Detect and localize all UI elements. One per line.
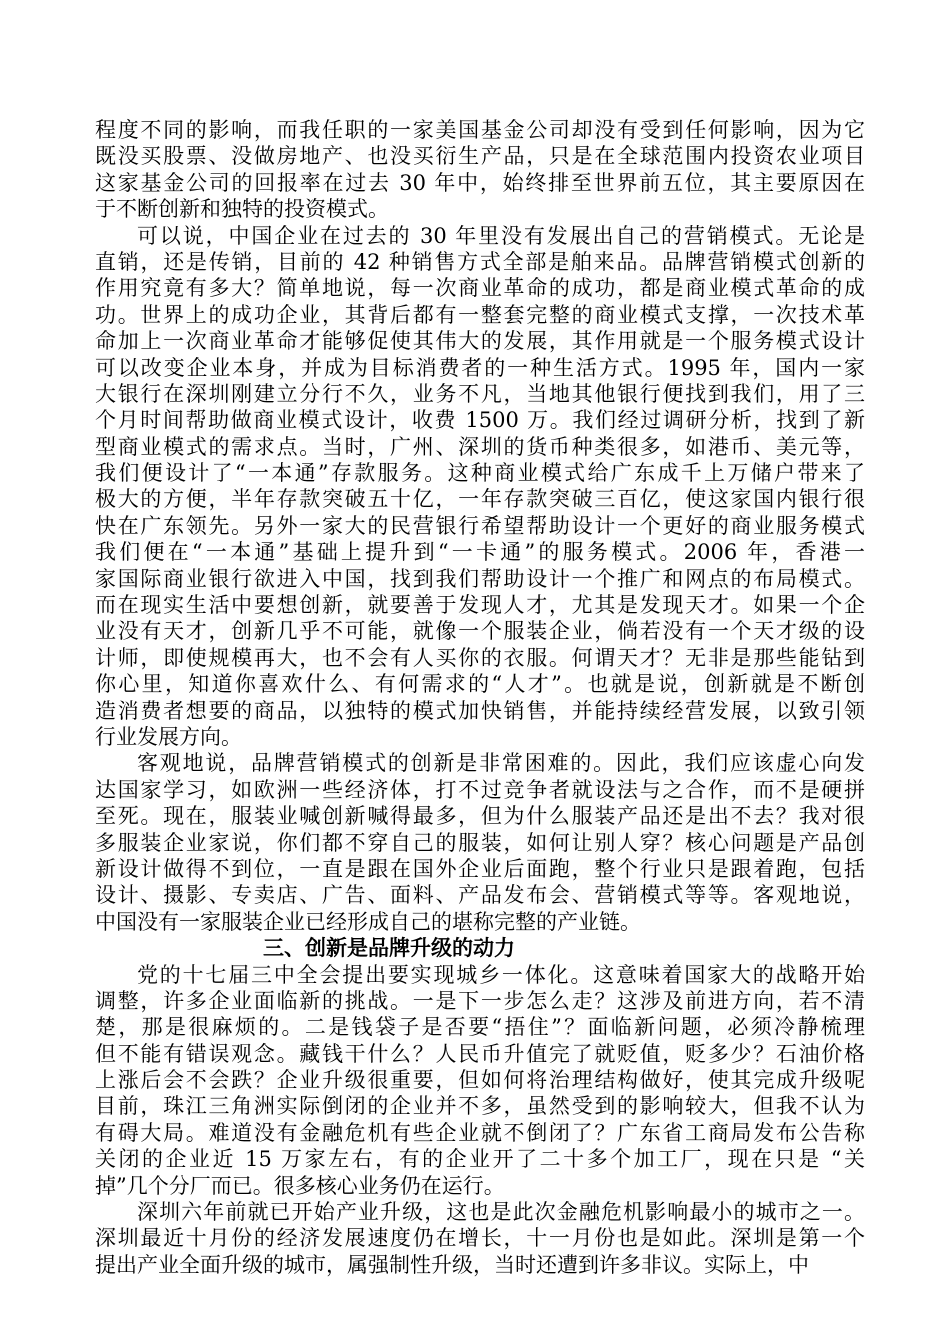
text-line: 掉”几个分厂而已。很多核心业务仍在运行。 xyxy=(95,1173,505,1198)
text-line: 型商业模式的需求点。当时，广州、深圳的货币种类很多，如港币、美元等， xyxy=(95,434,865,459)
text-line: 直销，还是传销，目前的 42 种销售方式全部是舶来品。品牌营销模式创新的 xyxy=(95,249,865,274)
paragraph xyxy=(95,1199,865,1278)
text-line: 既没买股票、没做房地产、也没买衍生产品，只是在全球范围内投资农业项目 xyxy=(95,144,865,169)
text-line: 家国际商业银行欲进入中国，找到我们帮助设计一个推广和网点的布局模式。 xyxy=(95,566,865,591)
text-line: 上涨后会不会跌？企业升级很重要，但如何将治理结构做好，使其完成升级呢 xyxy=(95,1068,865,1093)
text-line: 中国没有一家服装企业已经形成自己的堪称完整的产业链。 xyxy=(95,909,641,934)
text-line: 我们便设计了“一本通”存款服务。这种商业模式给广东成千上万储户带来了 xyxy=(95,461,865,486)
text-line: 可以说，中国企业在过去的 30 年里没有发展出自己的营销模式。无论是 xyxy=(137,223,865,248)
text-line: 有碍大局。难道没有金融危机有些企业就不倒闭了？广东省工商局发布公告称 xyxy=(95,1120,865,1145)
text-line: 业没有天才，创新几乎不可能，就像一个服装企业，倘若没有一个天才级的设 xyxy=(95,619,865,644)
text-line: 设计、摄影、专卖店、广告、面料、产品发布会、营销模式等等。客观地说， xyxy=(95,883,865,908)
text-line: 造消费者想要的商品，以独特的模式加快销售，并能持续经营发展，以致引领 xyxy=(95,698,865,723)
paragraph xyxy=(95,117,865,223)
text-line: 个月时间帮助做商业模式设计，收费 1500 万。我们经过调研分析，找到了新 xyxy=(95,408,865,433)
text-line: 极大的方便，半年存款突破五十亿，一年存款突破三百亿，使这家国内银行很 xyxy=(95,487,865,512)
text-line: 至死。现在，服装业喊创新喊得最多，但为什么服装产品还是出不去？我对很 xyxy=(95,804,865,829)
text-line: 关闭的企业近 15 万家左右，有的企业开了二十多个加工厂，现在只是 “关 xyxy=(95,1147,865,1172)
text-line: 作用究竟有多大？简单地说，每一次商业革命的成功，都是商业模式革命的成 xyxy=(95,276,865,301)
text-line: 党的十七届三中全会提出要实现城乡一体化。这意味着国家大的战略开始 xyxy=(137,962,865,987)
text-line: 多服装企业家说，你们都不穿自己的服装，如何让别人穿？核心问题是产品创 xyxy=(95,830,865,855)
text-line: 快在广东领先。另外一家大的民营银行希望帮助设计一个更好的商业服务模式 xyxy=(95,513,865,538)
paragraph xyxy=(95,962,865,1200)
text-line: 调整，许多企业面临新的挑战。一是下一步怎么走？这涉及前进方向，若不清 xyxy=(95,988,865,1013)
text-line: 深圳六年前就已开始产业升级，这也是此次金融危机影响最小的城市之一。 xyxy=(137,1200,865,1225)
text-line: 功。世界上的成功企业，其背后都有一整套完整的商业模式支撑，一次技术革 xyxy=(95,302,865,327)
text-line: 命加上一次商业革命才能够促使其伟大的发展，其作用就是一个服务模式设计 xyxy=(95,329,865,354)
text-line: 大银行在深圳刚建立分行不久，业务不凡，当地其他银行便找到我们，用了三 xyxy=(95,381,865,406)
text-line: 但不能有错误观念。藏钱干什么？人民币升值完了就贬值，贬多少？石油价格 xyxy=(95,1041,865,1066)
heading-text: 三、创新是品牌升级的动力 xyxy=(263,935,515,961)
text-line: 计师，即使规模再大，也不会有人买你的衣服。何谓天才？无非是那些能钻到 xyxy=(95,645,865,670)
text-line: 程度不同的影响，而我任职的一家美国基金公司却没有受到任何影响，因为它 xyxy=(95,118,865,142)
text-line: 客观地说，品牌营销模式的创新是非常困难的。因此，我们应该虚心向发 xyxy=(137,751,865,776)
text-line: 你心里，知道你喜欢什么、有何需求的“人才”。也就是说，创新就是不断创 xyxy=(95,672,865,697)
text-line: 行业发展方向。 xyxy=(95,724,242,749)
text-line: 这家基金公司的回报率在过去 30 年中，始终排至世界前五位，其主要原因在 xyxy=(95,170,865,195)
text-line: 提出产业全面升级的城市，属强制性升级，当时还遭到许多非议。实际上，中 xyxy=(95,1252,809,1277)
paragraph xyxy=(95,223,865,751)
text-line: 我们便在“一本通”基础上提升到“一卡通”的服务模式。2006 年，香港一 xyxy=(95,540,865,565)
section-heading xyxy=(95,935,865,961)
text-line: 可以改变企业本身，并成为目标消费者的一种生活方式。1995 年，国内一家 xyxy=(95,355,865,380)
paragraph xyxy=(95,750,865,935)
text-line: 于不断创新和独特的投资模式。 xyxy=(95,197,389,222)
text-line: 新设计做得不到位，一直是跟在国外企业后面跑，整个行业只是跟着跑，包括 xyxy=(95,856,865,881)
text-line: 而在现实生活中要想创新，就要善于发现人才，尤其是发现天才。如果一个企 xyxy=(95,593,865,618)
document-page xyxy=(95,117,865,1278)
text-line: 楚，那是很麻烦的。二是钱袋子是否要“捂住”？面临新问题，必须冷静梳理 xyxy=(95,1015,865,1040)
text-line: 深圳最近十月份的经济发展速度仍在增长，十一月份也是如此。深圳是第一个 xyxy=(95,1226,865,1251)
text-line: 目前，珠江三角洲实际倒闭的企业并不多，虽然受到的影响较大，但我不认为 xyxy=(95,1094,865,1119)
text-line: 达国家学习，如欧洲一些经济体，打不过竞争者就设法与之合作，而不是硬拼 xyxy=(95,777,865,802)
